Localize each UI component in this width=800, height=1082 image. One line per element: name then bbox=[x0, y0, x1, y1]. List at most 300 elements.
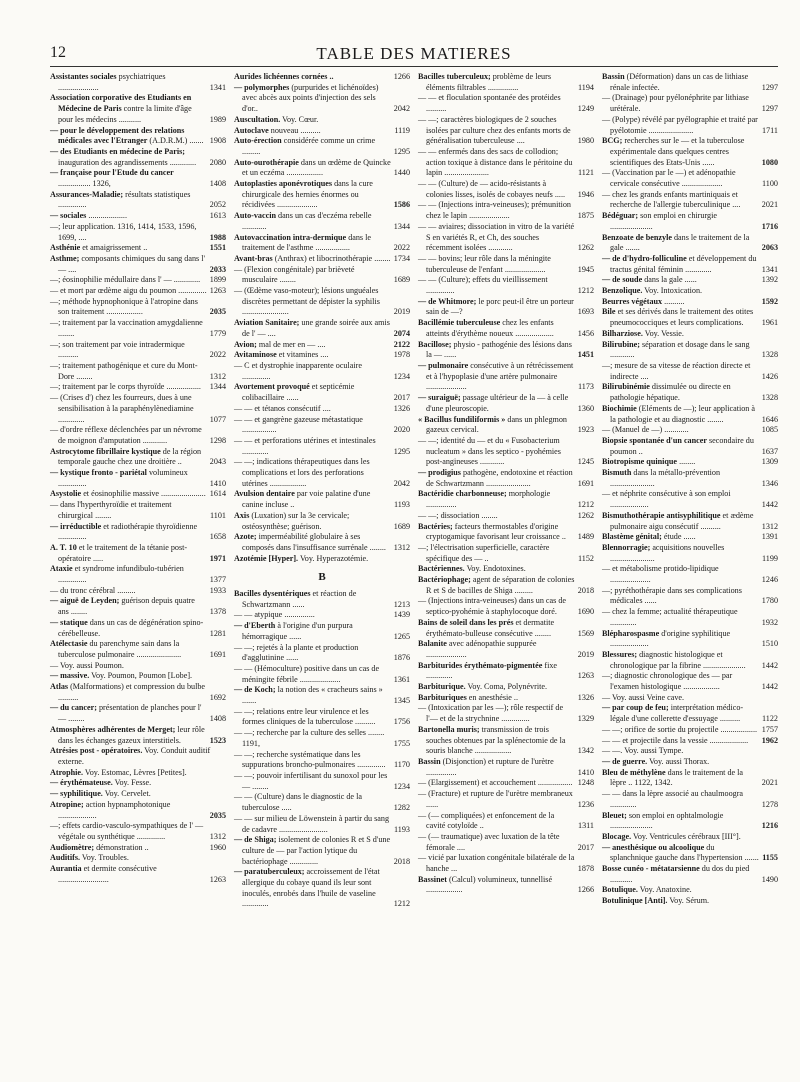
index-entry bbox=[234, 792, 410, 813]
entry-description: séparation et dosage dans le sang ............ bbox=[610, 339, 750, 360]
entry-page-ref: 1757 bbox=[761, 724, 778, 734]
entry-heading: Asthme; bbox=[50, 253, 80, 263]
entry-text bbox=[602, 72, 759, 93]
entry-text bbox=[50, 286, 207, 297]
index-entry bbox=[50, 639, 226, 660]
entry-heading: Bartonella muris; bbox=[418, 724, 480, 734]
entry-text bbox=[234, 415, 391, 436]
index-entry bbox=[50, 222, 226, 243]
entry-description: — (Vaccination par le —) et adénopathie cervicale consécutive .................... bbox=[602, 168, 736, 189]
entry-heading: Bismuthothérapie antisyphilitique bbox=[602, 510, 721, 520]
entry-heading: Autoclave bbox=[234, 125, 269, 135]
entry-page-ref: 1122 bbox=[762, 714, 778, 724]
index-entry bbox=[602, 629, 778, 650]
entry-description: — — et floculation spontanée des protéides .......... bbox=[418, 93, 561, 114]
entry-page-ref: 1312 bbox=[209, 371, 226, 381]
entry-heading: Bacillémie tuberculeuse bbox=[418, 318, 501, 328]
entry-description: dissimulée ou directe en pathologie hépatique. bbox=[610, 382, 731, 403]
entry-description: interprétation médico-légale d'une collerette d'essuyage .......... bbox=[610, 703, 744, 724]
entry-page-ref: 1297 bbox=[761, 104, 778, 114]
entry-description: (Luxation) sur la 3e cervicale; ostéosynthèse; guérison. bbox=[242, 510, 350, 531]
entry-text bbox=[602, 233, 759, 254]
index-entry bbox=[602, 382, 778, 403]
entry-text bbox=[234, 457, 391, 489]
entry-heading: Asystolie bbox=[50, 489, 82, 499]
entry-page-ref: 1170 bbox=[394, 760, 410, 770]
index-entry bbox=[418, 832, 594, 853]
entry-text bbox=[50, 318, 207, 339]
entry-heading: — de Whitmore; bbox=[418, 296, 477, 306]
entry-page-ref: 1263 bbox=[209, 874, 226, 884]
entry-heading: — d'Eberth bbox=[234, 621, 276, 631]
entry-text bbox=[418, 275, 575, 296]
entry-heading: Atmosphères adhérentes de Merget; bbox=[50, 724, 176, 734]
entry-text bbox=[50, 393, 207, 425]
entry-description: problème de leurs éléments filtrables ............... bbox=[426, 72, 551, 92]
entry-text bbox=[602, 489, 759, 510]
entry-description: consécutive à un rétrécissement et à l'hypoplasie d'une artère pulmonaire .................... bbox=[426, 360, 574, 392]
index-entry bbox=[50, 489, 226, 500]
entry-description: dans la métallo-prévention ...................... bbox=[610, 468, 721, 488]
entry-page-ref: 1690 bbox=[577, 607, 594, 617]
entry-text bbox=[50, 671, 223, 682]
entry-text bbox=[602, 864, 759, 885]
entry-description: et éosinophilie massive ...................... bbox=[83, 489, 206, 499]
entry-text bbox=[50, 682, 207, 703]
entry-description: —; traitement pathogénique et cure du Mont-Dore ........ bbox=[50, 360, 198, 381]
index-columns bbox=[50, 72, 778, 910]
index-entry bbox=[234, 867, 410, 910]
entry-heading: Blennorragie; bbox=[602, 542, 651, 552]
entry-heading: Biochimie bbox=[602, 403, 637, 413]
entry-description: .......... bbox=[664, 296, 685, 306]
entry-heading: — française pour l'Etude du cancer bbox=[50, 168, 174, 178]
entry-heading: Bassin bbox=[418, 757, 441, 766]
entry-text bbox=[418, 725, 575, 757]
entry-text bbox=[602, 340, 759, 361]
index-entry bbox=[234, 126, 410, 137]
index-entry bbox=[234, 436, 410, 457]
entry-description: — C et dystrophie inapparente oculaire .............. bbox=[234, 360, 362, 381]
entry-page-ref: 1988 bbox=[209, 232, 226, 242]
index-entry bbox=[418, 703, 594, 724]
index-entry bbox=[50, 468, 226, 489]
index-entry bbox=[234, 685, 410, 706]
index-entry bbox=[418, 200, 594, 221]
entry-text bbox=[234, 489, 391, 510]
entry-text bbox=[234, 126, 391, 137]
entry-text bbox=[50, 447, 207, 468]
entry-text bbox=[418, 393, 575, 414]
entry-description: (A.D.R.M.) ....... bbox=[149, 136, 204, 146]
entry-heading: Audiomètre; bbox=[50, 842, 95, 852]
entry-page-ref: 1876 bbox=[393, 653, 410, 663]
index-entry bbox=[418, 875, 594, 896]
index-entry bbox=[234, 115, 410, 126]
entry-text bbox=[234, 158, 391, 179]
entry-page-ref: 2042 bbox=[393, 104, 410, 114]
entry-text bbox=[50, 211, 207, 222]
entry-description: considérée comme un crime ......... bbox=[242, 136, 376, 156]
entry-heading: Bleuet; bbox=[602, 810, 627, 820]
entry-description: pathogène, endotoxine et réaction de Schwartzmann ...................... bbox=[426, 468, 573, 488]
entry-page-ref: 1345 bbox=[393, 696, 410, 706]
entry-description: —; traitement par la vaccination amygdalienne ........ bbox=[50, 318, 203, 338]
entry-text bbox=[418, 596, 575, 617]
entry-description: (Anthrax) et libocrinothérapie ........ bbox=[274, 253, 391, 263]
entry-description: (Malformations) et compression du bulbe .......... bbox=[58, 682, 206, 702]
entry-page-ref: 1295 bbox=[393, 446, 410, 456]
entry-description: une grande soirée aux amis de l' — .... bbox=[242, 318, 390, 338]
entry-description: contre la limite d'âge pour les médecins ........... bbox=[58, 104, 192, 124]
entry-page-ref: 1266 bbox=[577, 885, 594, 895]
entry-page-ref: 1878 bbox=[577, 864, 594, 874]
entry-description: dans le traitement de la gale ....... bbox=[610, 232, 750, 253]
entry-description: composants chimiques du sang dans l' — .... bbox=[58, 253, 205, 274]
index-entry bbox=[602, 885, 778, 896]
entry-description: —; diagnostic chronologique des — par l'examen histologique .................. bbox=[602, 671, 733, 692]
entry-page-ref: 1193 bbox=[394, 824, 410, 834]
index-entry bbox=[418, 361, 594, 393]
entry-description: action hypnamphotonique ................... bbox=[58, 799, 171, 820]
entry-page-ref: 1263 bbox=[209, 286, 226, 296]
index-entry bbox=[602, 297, 778, 308]
entry-text bbox=[50, 93, 207, 125]
entry-description: par voie palatine d'une canine incluse .. bbox=[242, 489, 371, 510]
index-entry bbox=[418, 618, 594, 639]
entry-description: Voy. Anatoxine. bbox=[639, 885, 692, 895]
entry-heading: Botulique. bbox=[602, 885, 638, 895]
entry-description: — —; recherche systématique dans les suppurations broncho-pulmonaires .............. bbox=[234, 749, 386, 770]
entry-heading: Ataxie bbox=[50, 564, 73, 574]
index-column-2 bbox=[234, 72, 410, 910]
entry-description: — vicié par luxation congénitale bilatérale de la hanche ... bbox=[418, 853, 575, 874]
entry-text bbox=[418, 564, 591, 575]
entry-text bbox=[234, 867, 391, 910]
entry-page-ref: 1216 bbox=[761, 821, 778, 831]
entry-description: — — aviaires; dissociation in vitro de la variété S en variétés R, et Ch, des souches récemment isolées ............ bbox=[418, 221, 575, 253]
index-entry bbox=[234, 771, 410, 792]
index-entry bbox=[234, 83, 410, 115]
entry-description: agent de séparation de colonies R et S de bacilles de Shiga ......... bbox=[426, 575, 575, 595]
entry-description: ........ bbox=[679, 457, 696, 467]
entry-heading: Auscultation. bbox=[234, 114, 281, 124]
entry-description: et septicémie colibacillaire ...... bbox=[242, 382, 355, 403]
entry-page-ref: 1246 bbox=[761, 575, 778, 585]
entry-text bbox=[418, 875, 575, 896]
index-entry bbox=[602, 736, 778, 747]
entry-text bbox=[602, 190, 759, 211]
entry-description: résultats statistiques .............. bbox=[58, 189, 191, 210]
entry-heading: Bacilles dysentériques bbox=[234, 589, 311, 599]
entry-page-ref: 1212 bbox=[393, 899, 410, 909]
entry-text bbox=[50, 500, 207, 521]
entry-heading: — irréductible bbox=[50, 521, 102, 531]
entry-description: Voy. Ventricules cérébraux [III°]. bbox=[633, 831, 741, 841]
entry-page-ref: 1263 bbox=[577, 671, 594, 681]
index-entry bbox=[50, 682, 226, 703]
entry-description: psychiatriques .................... bbox=[58, 72, 166, 92]
index-entry bbox=[50, 821, 226, 842]
index-entry bbox=[234, 532, 410, 553]
entry-heading: Blessures; bbox=[602, 649, 638, 659]
entry-text bbox=[418, 575, 575, 596]
entry-description: inauguration des agrandissements ............. bbox=[58, 157, 197, 167]
entry-text bbox=[234, 211, 391, 232]
index-entry bbox=[234, 404, 410, 415]
entry-description: facteurs thermostables d'origine cryptogamique favorisant leur croissance .. bbox=[426, 521, 566, 542]
entry-page-ref: 1392 bbox=[761, 275, 778, 285]
index-entry bbox=[50, 126, 226, 147]
entry-heading: — de guerre. bbox=[602, 757, 648, 766]
index-entry bbox=[602, 93, 778, 114]
entry-heading: « Bacillus fundiliformis » bbox=[418, 414, 506, 424]
entry-text bbox=[602, 811, 759, 832]
entry-heading: Bains de soleil dans les prés bbox=[418, 617, 514, 627]
entry-description: du parenchyme sain dans la tuberculose pulmonaire ...................... bbox=[58, 639, 182, 659]
entry-heading: Bacilles tuberculeux; bbox=[418, 72, 491, 81]
index-entry bbox=[50, 190, 226, 211]
entry-page-ref: 2122 bbox=[393, 339, 410, 349]
entry-page-ref: 1155 bbox=[762, 853, 778, 863]
entry-description: —; éosinophilie médullaire dans l' — ............. bbox=[50, 275, 201, 285]
entry-text bbox=[50, 275, 207, 286]
entry-text bbox=[234, 610, 391, 621]
page-title: TABLE DES MATIERES bbox=[316, 44, 512, 63]
entry-description: Voy. Conduit auditif externe. bbox=[58, 746, 211, 766]
index-entry bbox=[602, 211, 778, 232]
entry-page-ref: 1121 bbox=[578, 168, 594, 178]
entry-page-ref: 1410 bbox=[577, 767, 594, 777]
entry-page-ref: 1077 bbox=[209, 414, 226, 424]
entry-description: dans un cas d'eczéma rebelle ............ bbox=[242, 211, 372, 231]
entry-description: diagnostic histologique et chronologique par la fibrine ..................... bbox=[610, 649, 746, 670]
index-entry bbox=[418, 757, 594, 778]
entry-heading: Avortement provoqué bbox=[234, 382, 310, 392]
entry-heading: — de Koch; bbox=[234, 685, 276, 695]
entry-heading: Balanite bbox=[418, 639, 447, 649]
index-entry bbox=[234, 814, 410, 835]
index-entry bbox=[50, 500, 226, 521]
entry-description: — — dans la lèpre associé au chaulmoogra ............. bbox=[602, 789, 744, 809]
entry-page-ref: 1361 bbox=[393, 674, 410, 684]
entry-text bbox=[602, 211, 759, 232]
entry-text bbox=[234, 136, 391, 157]
entry-text bbox=[50, 243, 207, 254]
entry-page-ref: 1326 bbox=[393, 403, 410, 413]
entry-text bbox=[602, 275, 759, 286]
entry-text bbox=[418, 222, 575, 254]
entry-text bbox=[50, 596, 207, 617]
entry-description: présentation de planches pour l' — ........ bbox=[58, 703, 202, 724]
entry-page-ref: 1551 bbox=[209, 243, 226, 253]
index-entry bbox=[602, 607, 778, 628]
entry-page-ref: 1980 bbox=[577, 136, 594, 146]
entry-page-ref: 1658 bbox=[209, 532, 226, 542]
entry-description: — et néphrite consécutive à son emploi ................... bbox=[602, 489, 731, 510]
index-entry bbox=[418, 543, 594, 564]
entry-description: Voy. Endotoxines. bbox=[466, 564, 526, 574]
entry-heading: Atélectasie bbox=[50, 639, 88, 649]
entry-page-ref: 1281 bbox=[209, 628, 226, 638]
entry-text bbox=[50, 222, 207, 243]
index-column-3 bbox=[418, 72, 594, 910]
entry-page-ref: 2018 bbox=[577, 585, 594, 595]
entry-page-ref: 1734 bbox=[393, 253, 410, 263]
entry-description: — —; identité du — et du « Fusobacterium nucleatum » dans les septico - pyohémies post-angineuses ............ bbox=[418, 435, 561, 467]
entry-description: dans le traitement de l'asthme ................. bbox=[242, 232, 371, 253]
entry-heading: Auto-érection bbox=[234, 136, 282, 146]
entry-page-ref: 1295 bbox=[393, 146, 410, 156]
entry-page-ref: 1693 bbox=[577, 307, 594, 317]
entry-page-ref: 1923 bbox=[577, 425, 594, 435]
index-entry bbox=[50, 661, 226, 672]
entry-text bbox=[50, 340, 207, 361]
index-entry bbox=[50, 789, 226, 800]
entry-heading: Barbiturique. bbox=[418, 682, 466, 692]
entry-page-ref: 1978 bbox=[393, 350, 410, 360]
entry-description: — — (Culture); effets du vieillissement .............. bbox=[418, 275, 548, 296]
entry-page-ref: 1213 bbox=[393, 599, 410, 609]
entry-heading: — prodigius bbox=[418, 468, 461, 478]
entry-text bbox=[50, 361, 207, 382]
entry-heading: Assistantes sociales bbox=[50, 72, 117, 81]
entry-description: Voy. Sérum. bbox=[669, 896, 710, 906]
index-entry bbox=[602, 307, 778, 328]
entry-description: Voy. Hyperazotémie. bbox=[299, 553, 369, 563]
index-entry bbox=[50, 543, 226, 564]
entry-description: dans le traitement de la lèpre .. 1122, 1342. bbox=[610, 767, 744, 788]
entry-heading: Aurantia bbox=[50, 864, 82, 874]
entry-description: — — et projectile dans la vessie ................... bbox=[602, 735, 749, 745]
entry-heading: Autovaccination intra-dermique bbox=[234, 232, 347, 242]
entry-page-ref: 2019 bbox=[577, 649, 594, 659]
entry-text bbox=[418, 811, 575, 832]
entry-page-ref: 1410 bbox=[209, 478, 226, 488]
index-entry bbox=[418, 853, 594, 874]
entry-text bbox=[418, 639, 575, 660]
entry-text bbox=[602, 671, 759, 692]
entry-page-ref: 2017 bbox=[393, 393, 410, 403]
entry-description: —; pyréthothérapie dans ses complications médicales ...... bbox=[602, 585, 742, 606]
index-entry bbox=[234, 589, 410, 610]
entry-description: — — atypique ............... bbox=[234, 610, 315, 620]
entry-page-ref: 1933 bbox=[209, 585, 226, 595]
index-entry bbox=[418, 93, 594, 114]
entry-page-ref: 1342 bbox=[577, 746, 594, 756]
entry-description: — (Drainage) pour pyélonéphrite par lithiase urétérale. bbox=[602, 93, 749, 114]
entry-description: (Disjonction) et rupture de l'urètre ............... bbox=[426, 757, 554, 777]
index-entry bbox=[602, 532, 778, 543]
entry-page-ref: 1442 bbox=[761, 500, 778, 510]
entry-heading: — syphilitique. bbox=[50, 789, 103, 799]
entry-description: et réaction de Schwartzmann ...... bbox=[242, 589, 357, 609]
entry-heading: Bactériennes. bbox=[418, 564, 465, 574]
entry-text bbox=[234, 115, 407, 126]
entry-text bbox=[418, 200, 575, 221]
entry-page-ref: 1193 bbox=[394, 500, 410, 510]
entry-text bbox=[602, 254, 759, 275]
entry-page-ref: 1962 bbox=[761, 735, 778, 745]
entry-text bbox=[50, 297, 207, 318]
entry-page-ref: 1451 bbox=[577, 350, 594, 360]
entry-page-ref: 1262 bbox=[577, 510, 594, 520]
entry-page-ref: 1328 bbox=[761, 350, 778, 360]
entry-text bbox=[602, 93, 759, 114]
index-entry bbox=[602, 650, 778, 671]
entry-text bbox=[50, 543, 207, 564]
entry-heading: Azotémie [Hyper]. bbox=[234, 553, 299, 563]
entry-description: ................... bbox=[88, 211, 127, 221]
entry-text bbox=[50, 72, 207, 93]
index-entry bbox=[50, 800, 226, 821]
index-entry bbox=[418, 436, 594, 468]
entry-page-ref: 1265 bbox=[393, 631, 410, 641]
entry-text bbox=[50, 864, 207, 885]
entry-description: chez les enfants atteints d'érythème noueux ................... bbox=[426, 318, 554, 338]
entry-text bbox=[418, 115, 575, 147]
entry-description: et ædème pulmonaire aigu consécutif .......... bbox=[610, 510, 754, 531]
entry-description: volumineux .............. bbox=[58, 468, 188, 488]
entry-page-ref: 2022 bbox=[393, 243, 410, 253]
index-entry bbox=[50, 361, 226, 382]
entry-heading: — par coup de feu; bbox=[602, 703, 669, 713]
entry-page-ref: 1298 bbox=[209, 435, 226, 445]
entry-text bbox=[602, 885, 775, 896]
index-entry bbox=[418, 415, 594, 436]
index-entry bbox=[50, 168, 226, 189]
entry-heading: Bactéridie charbonneuse; bbox=[418, 489, 507, 499]
index-entry bbox=[602, 404, 778, 425]
entry-text bbox=[418, 789, 575, 810]
entry-text bbox=[50, 661, 223, 672]
entry-description: et dermatite érythémato-bulleuse consécutive ........ bbox=[426, 617, 555, 638]
entry-heading: Blastème génital; bbox=[602, 532, 662, 542]
index-entry bbox=[50, 147, 226, 168]
index-entry bbox=[50, 93, 226, 125]
entry-page-ref: 1326 bbox=[577, 692, 594, 702]
index-entry bbox=[234, 254, 410, 265]
entry-text bbox=[602, 307, 759, 328]
entry-page-ref: 1344 bbox=[209, 382, 226, 392]
entry-heading: Barbiturides érythémato-pigmentée bbox=[418, 660, 543, 670]
entry-heading: Bosse cunéo - métatarsienne bbox=[602, 864, 700, 874]
entry-text bbox=[602, 168, 759, 189]
entry-page-ref: 1489 bbox=[577, 532, 594, 542]
entry-heading: — anesthésique ou alcoolique bbox=[602, 842, 705, 852]
index-entry bbox=[418, 596, 594, 617]
index-entry bbox=[602, 457, 778, 468]
entry-text bbox=[418, 543, 575, 564]
entry-description: démonstration .. bbox=[96, 842, 149, 852]
index-entry bbox=[234, 750, 410, 771]
entry-description: Voy. Vessie. bbox=[644, 328, 684, 338]
entry-page-ref: 1346 bbox=[761, 478, 778, 488]
entry-description: — —; pouvoir infertilisant du sunoxol pour les — ........ bbox=[234, 771, 388, 791]
entry-description: — — et perforations utérines et intestinales ............. bbox=[234, 435, 376, 456]
entry-text bbox=[418, 72, 575, 93]
index-entry bbox=[418, 661, 594, 682]
entry-page-ref: 1378 bbox=[209, 607, 226, 617]
entry-heading: Bédéguar; bbox=[602, 211, 639, 221]
header-rule bbox=[50, 66, 778, 67]
index-entry bbox=[234, 728, 410, 749]
entry-text bbox=[234, 532, 391, 553]
section-letter: B bbox=[318, 571, 326, 584]
entry-text bbox=[602, 543, 759, 564]
entry-heading: Benzolique. bbox=[602, 286, 643, 296]
entry-page-ref: 2052 bbox=[209, 200, 226, 210]
